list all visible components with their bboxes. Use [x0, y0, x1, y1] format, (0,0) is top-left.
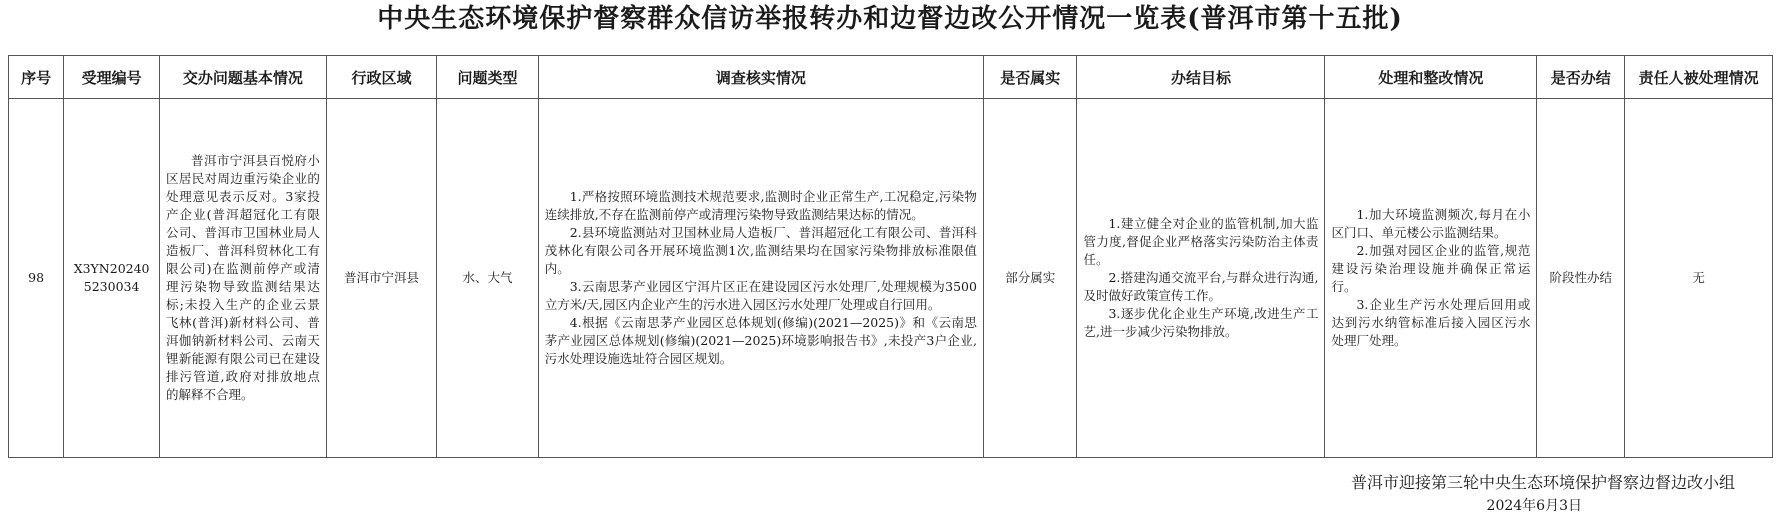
- cell-basic-info: [160, 99, 327, 458]
- header-issue-type: 问题类型: [437, 56, 538, 99]
- header-case-id: 受理编号: [64, 56, 160, 99]
- cell-region: 普洱市宁洱县: [326, 99, 436, 458]
- investigation-item: 4.根据《云南思茅产业园区总体规划(修编)(2021—2025)》和《云南思茅产业园区总体规划(修编)(2021—2025)环境影响报告书》,未投产3户企业,污水处理设施选址符合园区规划。: [544, 315, 977, 366]
- report-table: [8, 55, 1773, 458]
- cell-investigation: [538, 99, 983, 458]
- target-item: 1.建立健全对企业的监管机制,加大监管力度,督促企业严格落实污染防治主体责任。: [1083, 216, 1319, 267]
- header-seq: 序号: [9, 56, 64, 99]
- rectification-item: 1.加大环境监测频次,每月在小区门口、单元楼公示监测结果。: [1331, 207, 1531, 240]
- investigation-item: 1.严格按照环境监测技术规范要求,监测时企业正常生产,工况稳定,污染物连续排放,不存在监测前停产或清理污染物导致监测结果达标的情况。: [544, 189, 977, 222]
- cell-seq: 98: [9, 99, 64, 458]
- header-investigation: 调查核实情况: [538, 56, 983, 99]
- table-row: [9, 99, 1773, 458]
- footer-date: 2024年6月3日: [1486, 498, 1582, 514]
- cell-is-closed: 阶段性办结: [1537, 99, 1625, 458]
- header-basic-info: 交办问题基本情况: [160, 56, 327, 99]
- page-title: 中央生态环境保护督察群众信访举报转办和边督边改公开情况一览表(普洱市第十五批): [377, 4, 1403, 34]
- investigation-item: 2.县环境监测站对卫国林业局人造板厂、普洱超冠化工有限公司、普洱科茂林化有限公司各开展环境监测1次,监测结果均在国家污染物排放标准限值内。: [544, 225, 977, 276]
- cell-is-true: 部分属实: [983, 99, 1077, 458]
- footer-organization: 普洱市迎接第三轮中央生态环境保护督察边督边改小组: [1350, 473, 1735, 492]
- basic-info-text: 普洱市宁洱县百悦府小区居民对周边重污染企业的处理意见表示反对。3家投产企业(普洱超冠化工有限公司、普洱市卫国林业局人造板厂、普洱科贸林化工有限公司)在监测前停产或清理污染物导致监测结果达标;未投入生产的企业云景飞林(普洱)新材料公司、普洱伽钠新材料公司、云南天锂新能源有限公司已在建设排污管道,政府对排放地点的解释不合理。: [166, 153, 320, 402]
- investigation-item: 3.云南思茅产业园区宁洱片区正在建设园区污水处理厂,处理规模为3500立方米/天,园区内企业产生的污水进入园区污水处理厂处理或自行回用。: [544, 279, 977, 312]
- rectification-item: 2.加强对园区企业的监管,规范建设污染治理设施并确保正常运行。: [1331, 243, 1531, 294]
- cell-target: [1077, 99, 1325, 458]
- table-header-row: [9, 56, 1773, 99]
- header-responsible: 责任人被处理情况: [1625, 56, 1773, 99]
- cell-issue-type: 水、大气: [437, 99, 538, 458]
- header-is-closed: 是否办结: [1537, 56, 1625, 99]
- target-item: 2.搭建沟通交流平台,与群众进行沟通,及时做好政策宣传工作。: [1083, 270, 1319, 303]
- cell-case-id: X3YN202405230034: [64, 99, 160, 458]
- header-target: 办结目标: [1077, 56, 1325, 99]
- cell-rectification: [1325, 99, 1537, 458]
- cell-responsible: 无: [1625, 99, 1773, 458]
- header-rectification: 处理和整改情况: [1325, 56, 1537, 99]
- header-is-true: 是否属实: [983, 56, 1077, 99]
- rectification-item: 3.企业生产污水处理后回用或达到污水纳管标准后接入园区污水处理厂处理。: [1331, 297, 1531, 348]
- header-region: 行政区域: [326, 56, 436, 99]
- target-item: 3.逐步优化企业生产环境,改进生产工艺,进一步减少污染物排放。: [1083, 306, 1319, 339]
